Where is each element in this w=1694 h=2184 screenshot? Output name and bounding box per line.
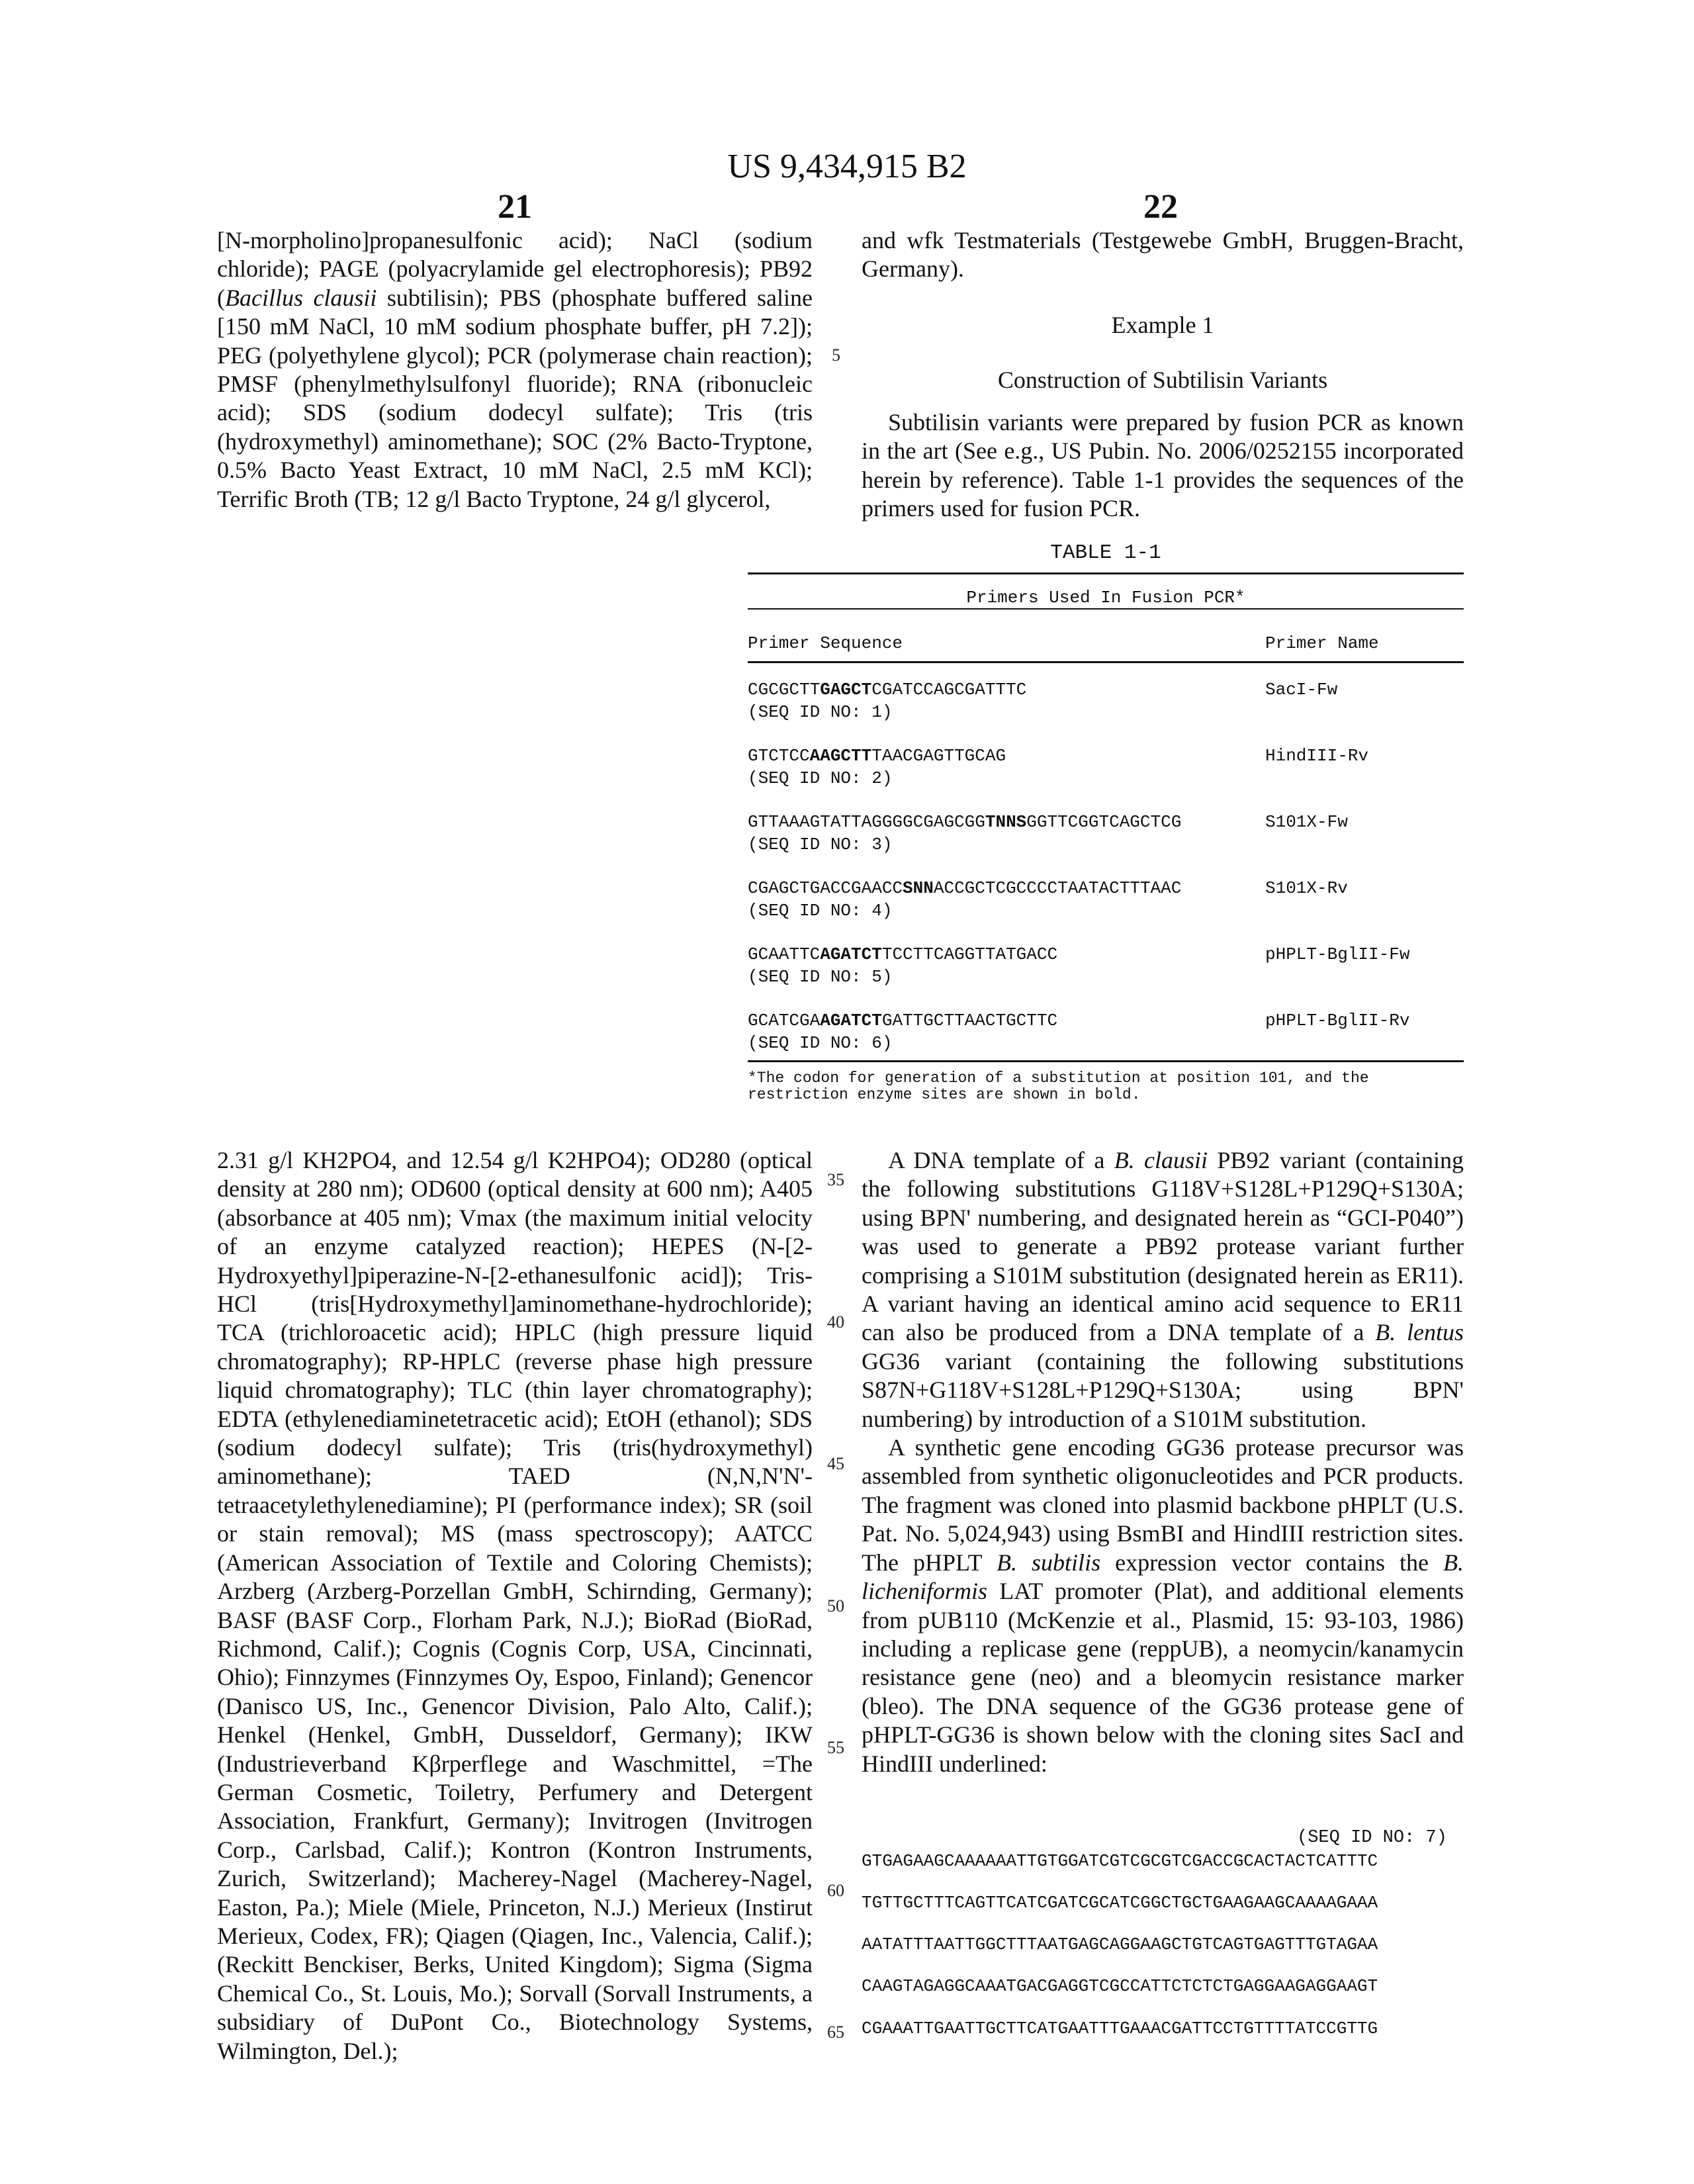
abbreviations-paragraph-bottom: 2.31 g/l KH2PO4, and 12.54 g/l K2HPO4); OD280 (optical density at 280 nm); OD600 (optical density at 600 nm); A405 (absorbance at 405 nm); Vmax (the maximum initial velocity of an enzyme catalyzed reaction); HEPES (N-[2-Hydroxyethyl]piperazine-N-[2-ethanesulfonic acid]); Tris-HCl (tris[Hydroxymethyl]aminomethane-hydrochloride); TCA (trichloroacetic acid); HPLC (high pressure liquid chromatography); RP-HPLC (reverse phase high pressure liquid chromatography); TLC (thin layer chromatography); EDTA (ethylenediaminetetracetic acid); EtOH (ethanol); SDS (sodium dodecyl sulfate); Tris (tris(hydroxymethyl) aminomethane); TAED (N,N,N'N'-tetraacetylethylenediamine); PI (performance index); SR (soil or stain removal); MS (mass spectroscopy); AATCC (American Association of Textile and Coloring Chemists); Arzberg (Arzberg-Porzellan GmbH, Schirnding, Germany); BASF (BASF Corp., Florham Park, N.J.); BioRad (BioRad, Richmond, Calif.); Cognis (Cognis Corp, USA, Cincinnati, Ohio); Finnzymes (Finnzymes Oy, Espoo, Finland); Genencor (Danisco US, Inc., Genencor Division, Palo Alto, Calif.); Henkel (Henkel, GmbH, Dusseldorf, Germany); IKW (Industrieverband Kβrperflege and Waschmittel, =The German Cosmetic, Toiletry, Perfumery and Detergent Association, Frankfurt, Germany); Invitrogen (Invitrogen Corp., Carlsbad, Calif.); Kontron (Kontron Instruments, Zurich, Switzerland); Macherey-Nagel (Macherey-Nagel, Easton, Pa.); Miele (Miele, Princeton, N.J.) Merieux (Instirut Merieux, Codex, FR); Qiagen (Qiagen, Inc., Valencia, Calif.); (Reckitt Benckiser, Berks, United Kingdom); Sigma (Sigma Chemical Co., St. Louis, Mo.); Sorvall (Sorvall Instruments, a subsidiary of DuPont Co., Biotechnology Systems, Wilmington, Del.); [217, 1147, 813, 2064]
sequence-id: (SEQ ID NO: 4) [748, 901, 893, 921]
table-header-sequence: Primer Sequence [748, 633, 903, 653]
sequence-id: (SEQ ID NO: 1) [748, 702, 893, 722]
abbreviations-paragraph-top: [N-morpholino]propanesulfonic acid); NaCl (sodium chloride); PAGE (polyacrylamide gel electrophoresis); PB92 (Bacillus clausii subtilisin); PBS (phosphate buffered saline [150 mM NaCl, 10 mM sodium phosphate buffer, pH 7.2]); PEG (polyethylene glycol); PCR (polymerase chain reaction); PMSF (phenylmethylsulfonyl fluoride); RNA (ribonucleic acid); SDS (sodium dodecyl sulfate); Tris (tris (hydroxymethyl) aminomethane); SOC (2% Bacto-Tryptone, 0.5% Bacto Yeast Extract, 10 mM NaCl, 2.5 mM KCl); Terrific Broth (TB; 12 g/l Bacto Tryptone, 24 g/l glycerol, [217, 227, 813, 512]
dna-line: CAAGTAGAGGCAAATGACGAGGTCGCCATTCTCTCTGAGGAAGAGGAAGT [862, 1976, 1378, 1996]
table-row-sequence [748, 678, 1026, 723]
line-number: 35 [827, 1170, 844, 1189]
sequence-id: (SEQ ID NO: 6) [748, 1033, 893, 1053]
table-row-primer-name: pHPLT-BglII-Rv [1265, 1011, 1410, 1030]
table-row-primer-name: HindIII-Rv [1265, 746, 1369, 766]
intro-paragraph [862, 408, 1464, 523]
sequence-part: ACCGCTCGCCCCTAATACTTTAAC [933, 878, 1182, 898]
table-footnote [748, 1070, 1369, 1103]
dna-line: GTGAGAAGCAAAAAATTGTGGATCGTCGCGTCGACCGCACTACTCATTTC [862, 1851, 1378, 1871]
sequence-id: (SEQ ID NO: 3) [748, 835, 893, 854]
page-number-left: 21 [498, 188, 532, 226]
sequence-part: GCAATTC [748, 944, 821, 964]
sequence-bold-site: GAGCT [820, 680, 872, 700]
line-number: 40 [827, 1312, 844, 1332]
dna-line: TGTTGCTTTCAGTTCATCGATCGCATCGGCTGCTGAAGAAGCAAAAGAAA [862, 1893, 1378, 1913]
example-heading: Example 1 [1111, 312, 1214, 338]
sequence-part: GTCTCC [748, 746, 810, 766]
right-column-top-text [862, 226, 1464, 284]
table-row-primer-name: pHPLT-BglII-Fw [1265, 944, 1410, 964]
table-title: TABLE 1-1 [1050, 541, 1161, 565]
table-row-sequence [748, 1009, 1057, 1054]
table-row-sequence [748, 943, 1057, 988]
sequence-part: CGATCCAGCGATTTC [871, 680, 1027, 700]
table-bottom-rule [748, 1060, 1464, 1062]
line-number: 55 [827, 1738, 844, 1757]
table-top-rule [748, 572, 1464, 574]
sequence-bold-site: SNN [903, 878, 934, 898]
right-column-bottom-text [862, 1146, 1464, 1778]
sequence-id-label: (SEQ ID NO: 7) [1297, 1828, 1447, 1848]
sequence-part: TCCTTCAGGTTATGACC [881, 944, 1058, 964]
materials-continuation: and wfk Testmaterials (Testgewebe GmbH, Bruggen-Bracht, Germany). [862, 227, 1464, 283]
line-number: 45 [827, 1454, 844, 1473]
sequence-part: TAACGAGTTGCAG [871, 746, 1006, 766]
dna-template-paragraph: A DNA template of a B. clausii PB92 variant (containing the following substitutions G118V+S128L+P129Q+S130A; using BPN' numbering, and designated herein as “GCI-P040”) was used to generate a PB92 protease variant further comprising a S101M substitution (designated herein as ER11). A variant having an identical amino acid sequence to ER11 can also be produced from a DNA template of a B. lentus GG36 variant (containing the following substitutions S87N+G118V+S128L+P129Q+S130A; using BPN' numbering) by introduction of a S101M substitution. [862, 1147, 1464, 1432]
sequence-bold-site: AGATCT [820, 1011, 882, 1030]
table-row-sequence [748, 811, 1181, 856]
sequence-part: GCATCGA [748, 1011, 821, 1030]
table-caption-rule [748, 608, 1464, 610]
section-heading: Construction of Subtilisin Variants [997, 367, 1328, 393]
table-footnote-line1: *The codon for generation of a substitution at position 101, and the [748, 1069, 1369, 1087]
table-caption: Primers Used In Fusion PCR* [966, 588, 1245, 608]
table-footnote-line2: restriction enzyme sites are shown in bold. [748, 1086, 1141, 1103]
dna-line: CGAAATTGAATTGCTTCATGAATTTGAAACGATTCCTGTTTTATCCGTTG [862, 2019, 1378, 2038]
sequence-part: GATTGCTTAACTGCTTC [881, 1011, 1058, 1030]
table-row-primer-name: SacI-Fw [1265, 680, 1338, 700]
line-number: 5 [832, 345, 840, 365]
intro-paragraph-text: Subtilisin variants were prepared by fusion PCR as known in the art (See e.g., US Pubin. No. 2006/0252155 incorporated herein by reference). Table 1-1 provides the sequences of the primers used for fusion PCR. [862, 409, 1464, 522]
sequence-part: GGTTCGGTCAGCTCG [1026, 812, 1182, 832]
line-number: 60 [827, 1881, 844, 1900]
page-number-right: 22 [1143, 188, 1178, 226]
left-column-bottom-text [217, 1146, 813, 2066]
sequence-part: CGAGCTGACCGAACC [748, 878, 903, 898]
line-number: 65 [827, 2023, 844, 2042]
synthetic-gene-paragraph: A synthetic gene encoding GG36 protease precursor was assembled from synthetic oligonucleotides and PCR products. The fragment was cloned into plasmid backbone pHPLT (U.S. Pat. No. 5,024,943) using BsmBI and HindIII restriction sites. The pHPLT B. subtilis expression vector contains the B. licheniformis LAT promoter (Plat), and additional elements from pUB110 (McKenzie et al., Plasmid, 15: 93-103, 1986) including a replicase gene (reppUB), a neomycin/kanamycin resistance gene (neo) and a bleomycin resistance marker (bleo). The DNA sequence of the GG36 protease gene of pHPLT-GG36 is shown below with the cloning sites SacI and HindIII underlined: [862, 1434, 1464, 1777]
table-header-name: Primer Name [1265, 633, 1379, 653]
table-row-sequence [748, 877, 1181, 922]
sequence-part: CGCGCTT [748, 680, 821, 700]
table-row-primer-name: S101X-Fw [1265, 812, 1348, 832]
dna-line: AATATTTAATTGGCTTTAATGAGCAGGAAGCTGTCAGTGAGTTTGTAGAA [862, 1934, 1378, 1954]
table-row-sequence [748, 745, 1006, 790]
sequence-bold-site: AAGCTT [809, 746, 872, 766]
patent-number: US 9,434,915 B2 [727, 148, 967, 185]
line-number: 50 [827, 1596, 844, 1615]
sequence-id: (SEQ ID NO: 5) [748, 967, 893, 987]
sequence-part: GTTAAAGTATTAGGGGCGAGCGG [748, 812, 985, 832]
sequence-bold-site: AGATCT [820, 944, 882, 964]
table-row-primer-name: S101X-Rv [1265, 878, 1348, 898]
sequence-id: (SEQ ID NO: 2) [748, 768, 893, 788]
table-header-rule [748, 661, 1464, 663]
left-column-top-text [217, 226, 813, 514]
sequence-bold-site: TNNS [985, 812, 1027, 832]
